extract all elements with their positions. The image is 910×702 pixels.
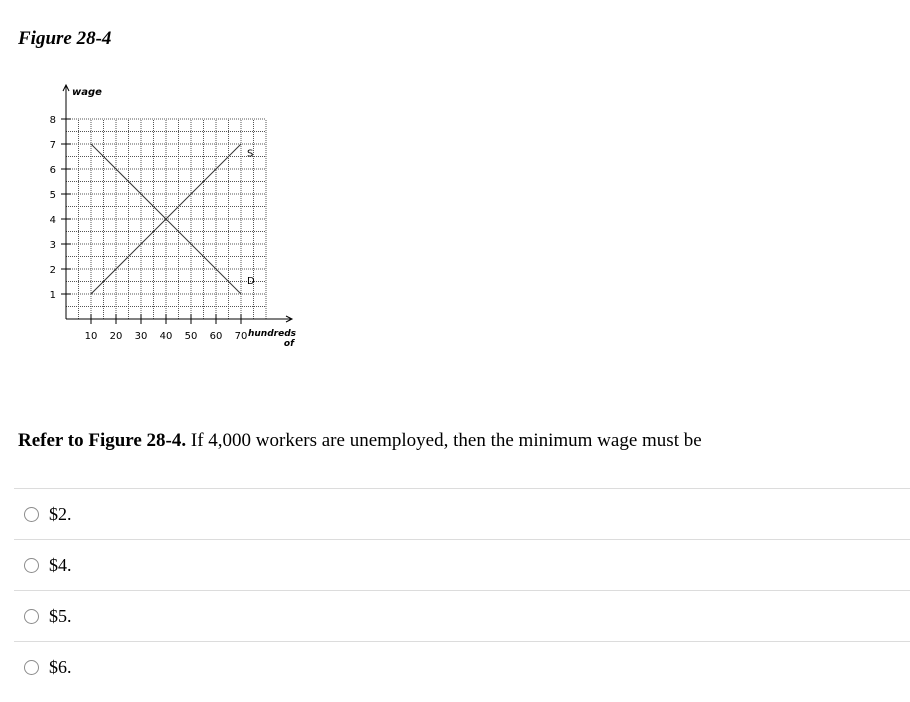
y-tick-label: 7 [49, 140, 56, 151]
answer-option[interactable] [14, 590, 910, 641]
y-axis-label: wage [72, 87, 102, 98]
question-text [18, 430, 702, 452]
y-tick-label: 5 [49, 190, 56, 201]
answer-option[interactable] [14, 641, 910, 692]
x-axis-label: hundreds [247, 329, 296, 339]
answer-options [14, 488, 910, 692]
radio-button[interactable] [24, 660, 39, 675]
radio-button[interactable] [24, 558, 39, 573]
answer-option-label: $2. [49, 503, 72, 524]
series-label-d: D [247, 276, 255, 287]
y-tick-label: 2 [49, 265, 56, 276]
y-tick-label: 6 [49, 165, 56, 176]
x-tick-label: 60 [209, 331, 223, 342]
answer-option[interactable] [14, 488, 910, 539]
x-tick-label: 30 [134, 331, 148, 342]
x-tick-label: 40 [159, 331, 173, 342]
answer-option-label: $5. [49, 605, 72, 626]
supply-demand-chart [30, 80, 350, 360]
figure-title: Figure 28-4 [18, 28, 112, 49]
answer-option-label: $4. [49, 554, 72, 575]
x-tick-label: 70 [234, 331, 248, 342]
x-tick-label: 20 [109, 331, 123, 342]
answer-option-label: $6. [49, 656, 72, 677]
question-body: If 4,000 workers are unemployed, then the minimum wage must be [186, 430, 702, 451]
radio-button[interactable] [24, 507, 39, 522]
x-tick-label: 10 [84, 331, 98, 342]
answer-option[interactable] [14, 539, 910, 590]
series-label-s: S [247, 148, 254, 160]
question-reference: Refer to Figure 28-4. [18, 430, 187, 451]
y-tick-label: 4 [49, 215, 56, 226]
y-tick-label: 3 [49, 240, 56, 251]
x-tick-label: 50 [184, 331, 198, 342]
y-tick-label: 8 [49, 115, 56, 126]
x-axis-label: of [283, 339, 294, 349]
y-tick-label: 1 [49, 290, 56, 301]
radio-button[interactable] [24, 609, 39, 624]
